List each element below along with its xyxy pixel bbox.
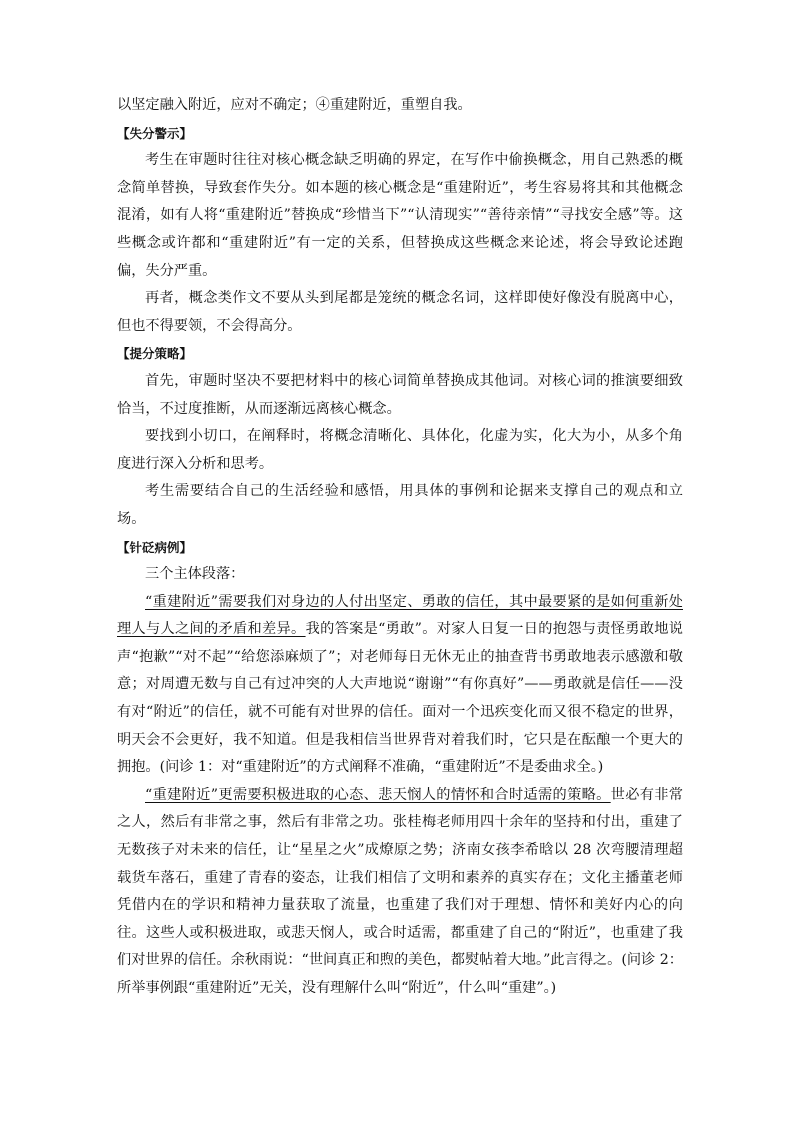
diagnosis-label: 【针砭病例】 <box>117 539 193 555</box>
strategy-paragraph-3: 考生需要结合自己的生活经验和感悟，用具体的事例和论据来支撑自己的观点和立场。 <box>117 483 683 527</box>
strategy-paragraph-2: 要找到小切口，在阐释时，将概念清晰化、具体化，化虚为实，化大为小，从多个角度进行深入分析和思考。 <box>117 428 683 472</box>
strategy-paragraph-1: 首先，审题时坚决不要把材料中的核心词简单替换成其他词。对核心词的推演要细致恰当，不过度推断，从而逐渐远离核心概念。 <box>117 372 683 417</box>
warning-label: 【失分警示】 <box>117 125 193 141</box>
warning-paragraph-2: 再者，概念类作文不要从头到尾都是笼统的概念名词，这样即使好像没有脱离中心，但也不得要领，不会得高分。 <box>117 290 683 334</box>
paragraph-2-body: 世必有非常之人，然后有非常之事，然后有非常之功。张桂梅老师用四十余年的坚持和付出，重建了无数孩子对未来的信任，让“星星之火”成燎原之势；济南女孩李希晗以 28 次弯腰清理超载货车落石，重建了青春的姿态，让我们相信了文明和素养的真实存在；文化主播董老师凭借内在的学识和精神力量获取了流量，也重建了我们对于理想、情怀和美好内心的向往。这些人或积极进取，或悲天悯人，或合时适需，都重建了自己的“附近”，也重建了我们对世界的信任。余秋雨说：“世间真正和煦的美色，都熨帖着大地。”此言得之。(问诊 2：所举事例跟“重建附近”无关，没有理解什么叫“附近”，什么叫“重建”。) <box>117 786 683 996</box>
document-page <box>117 92 683 1003</box>
body-paragraph-2 <box>117 782 683 1003</box>
warning-paragraph-1: 考生在审题时往往对核心概念缺乏明确的界定，在写作中偷换概念，用自己熟悉的概念简单替换，导致套作失分。如本题的核心概念是“重建附近”，考生容易将其和其他概念混淆，如有人将“重建附近”替换成“珍惜当下”“认清现实”“善待亲情”“寻找安全感”等。这些概念或许都和“重建附近”有一定的关系，但替换成这些概念来论述，将会导致论述跑偏，失分严重。 <box>117 152 683 279</box>
intro-line: 以坚定融入附近，应对不确定；④重建附近，重塑自我。 <box>117 97 472 113</box>
diagnosis-intro: 三个主体段落： <box>145 566 245 583</box>
paragraph-1-topic-sentence: “重建附近”需要我们对身边的人付出坚定、勇敢的信任，其中最要紧的是如何重新处理人与人之间的矛盾和差异。 <box>117 593 683 638</box>
strategy-label: 【提分策略】 <box>117 346 193 362</box>
paragraph-1-body: 我的答案是“勇敢”。对家人日复一日的抱怨与责怪勇敢地说声“抱歉”“对不起”“给您添麻烦了”；对老师每日无休无止的抽查背书勇敢地表示感激和敬意；对周遭无数与自己有过冲突的人大声地说“谢谢”“有你真好”——勇敢就是信任——没有对“附近”的信任，就不可能有对世界的信任。面对一个迅疾变化而又很不稳定的世界，明天会不会更好，我不知道。但是我相信当世界背对着我们时，它只是在酝酿一个更大的拥抱。(问诊 1：对“重建附近”的方式阐释不准确，“重建附近”不是委曲求全。) <box>117 621 683 776</box>
paragraph-2-topic-sentence: “重建附近”更需要积极进取的心态、悲天悯人的情怀和合时适需的策略。 <box>145 786 611 803</box>
body-paragraph-1 <box>117 589 683 782</box>
